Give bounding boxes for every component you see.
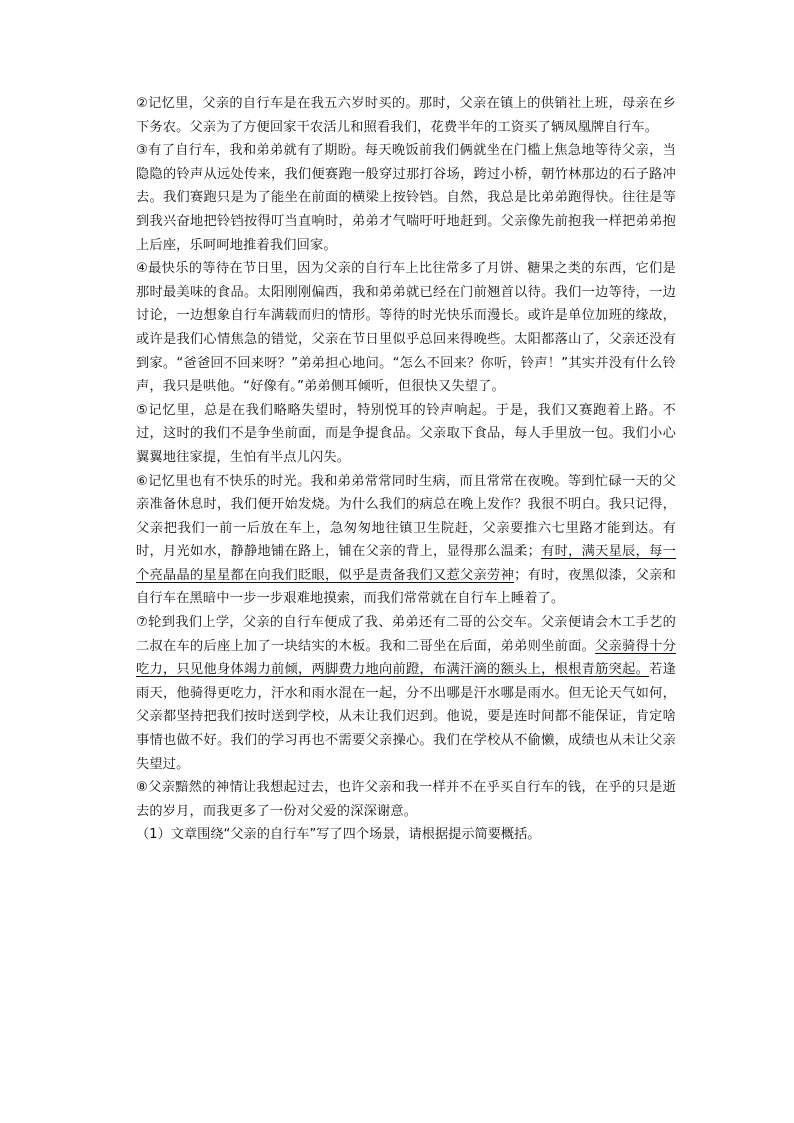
paragraph-text: 若逢雨天，他骑得更吃力，汗水和雨水混在一起，分不出哪是汗水哪是雨水。但无论天气如何，父亲都坚持把我们按时送到学校，从未让我们迟到。他说，要是连时间都不能保证，肯定啥事情也做不好。我们的学习再也不需要父亲操心。我们在学校从不偷懒，成绩也从未让父亲失望过。 (136, 662, 676, 772)
paragraph-p2 (136, 92, 676, 139)
paragraph-text: ⑤记忆里，总是在我们略略失望时，特别悦耳的铃声响起。于是，我们又赛跑着上路。不过，这时的我们不是争坐前面，而是争提食品。父亲取下食品，每人手里放一包。我们小心翼翼地往家提，生怕有半点儿闪失。 (136, 402, 676, 465)
paragraph-text: ④最快乐的等待在节日里，因为父亲的自行车上比往常多了月饼、糖果之类的东西，它们是那时最美味的食品。太阳刚刚偏西，我和弟弟就已经在门前翘首以待。我们一边等待，一边讨论，一边想象自行车满载而归的情形。等待的时光快乐而漫长。或许是单位加班的缘故，或许是我们心情焦急的错觉，父亲在节日里似乎总回来得晚些。太阳都落山了，父亲还没有到家。“爸爸回不回来呀？”弟弟担心地问。“怎么不回来？你听，铃声！”其实并没有什么铃声，我只是哄他。“好像有。”弟弟侧耳倾听，但很快又失望了。 (136, 261, 676, 395)
paragraph-text: ②记忆里，父亲的自行车是在我五六岁时买的。那时，父亲在镇上的供销社上班，母亲在乡下务农。父亲为了方便回家干农活儿和照看我们，花费半年的工资买了辆凤凰牌自行车。 (136, 96, 676, 135)
underlined-sentence: 父亲骑得十分吃力，只见他身体竭力前倾，两脚费力地向前蹬，布满汗滴的额头上，根根青筋突起。 (136, 638, 677, 678)
paragraph-text: ③有了自行车，我和弟弟就有了期盼。每天晚饭前我们俩就坐在门槛上焦急地等待父亲，当隐隐的铃声从远处传来，我们便赛跑一般穿过那打谷场，跨过小桥，朝竹林那边的石子路冲去。我们赛跑只是为了能坐在前面的横梁上按铃铛。自然，我总是比弟弟跑得快。往往是等到我兴奋地把铃铛按得叮当直响时，弟弟才气喘吁吁地赶到。父亲像先前抱我一样把弟弟抱上后座，乐呵呵地推着我们回家。 (136, 143, 676, 253)
paragraph-p6 (136, 470, 676, 612)
paragraph-text: ⑧父亲黯然的神情让我想起过去，也许父亲和我一样并不在乎买自行车的钱，在乎的只是逝去的岁月，而我更多了一份对父爱的深深谢意。 (136, 780, 676, 819)
paragraph-p8 (136, 776, 676, 823)
underlined-sentence: 有时，满天星辰，每一个亮晶晶的星星都在向我们眨眼，似乎是责备我们又惹父亲劳神 (136, 544, 676, 583)
paragraph-p5 (136, 399, 676, 470)
paragraph-text: ⑥记忆里也有不快乐的时光。我和弟弟常常同时生病，而且常常在夜晚。等到忙碌一天的父亲准备休息时，我们便开始发烧。为什么我们的病总在晚上发作？我很不明白。我只记得，父亲把我们一前一后放在车上，急匆匆地往镇卫生院赶，父亲要推六七里路才能到达。有时，月光如水，静静地铺在路上，铺在父亲的背上，显得那么温柔； (136, 473, 676, 560)
paragraph-p4 (136, 257, 676, 399)
paragraph-text: ⑦轮到我们上学，父亲的自行车便成了我、弟弟还有二哥的公交车。父亲便请会木工手艺的二叔在车的后座上加了一块结实的木板。我和二哥坐在后面，弟弟则坐前面。 (136, 615, 676, 654)
paragraph-p3 (136, 139, 676, 257)
article-paragraphs (136, 92, 676, 823)
paragraph-text: ；有时，夜黑似漆，父亲和自行车在黑暗中一步一步艰难地摸索，而我们常常就在自行车上睡着了。 (136, 567, 676, 607)
question-1: （1）文章围绕“父亲的自行车”写了四个场景，请根据提示简要概括。 (136, 827, 541, 843)
paragraph-p7 (136, 611, 676, 776)
document-body (136, 92, 676, 847)
